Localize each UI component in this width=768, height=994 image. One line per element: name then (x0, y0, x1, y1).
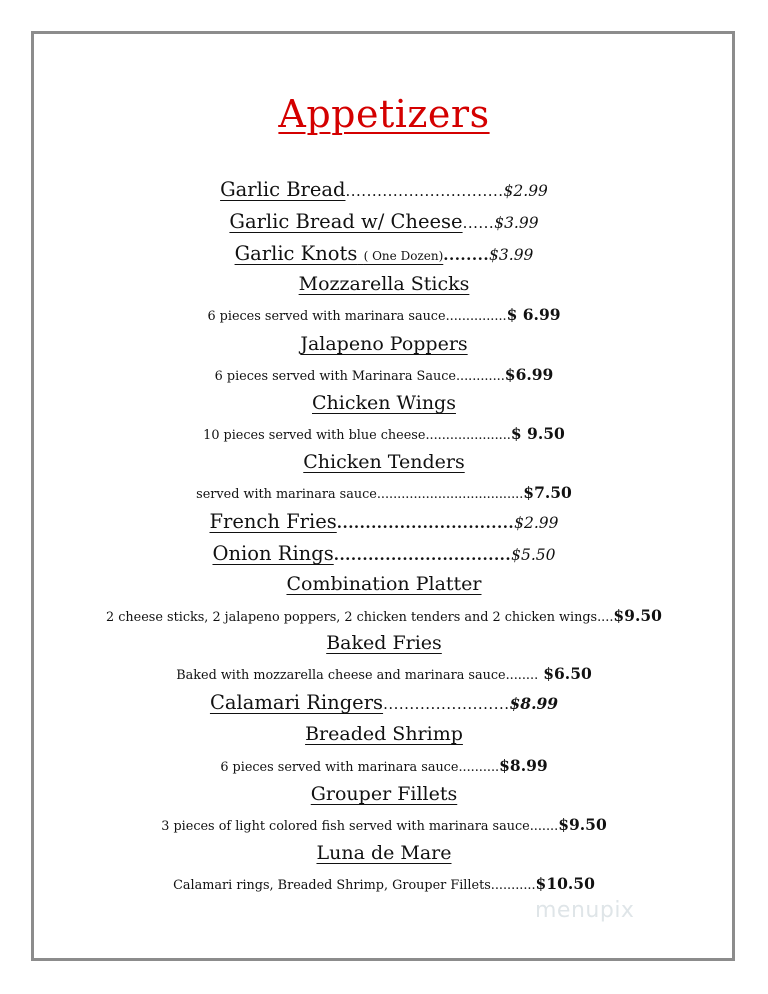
item-price: $5.50 (511, 546, 556, 564)
item-name: Luna de Mare (316, 842, 452, 864)
item-price: $8.99 (499, 756, 548, 775)
item-name: Garlic Bread (220, 178, 346, 201)
leader-dots: ....... (529, 819, 559, 834)
item-description-row (0, 483, 768, 502)
item-name: Calamari Ringers (209, 691, 384, 714)
leader-dots: ........................ (383, 695, 510, 713)
item-description: 2 cheese sticks, 2 jalapeno poppers, 2 chicken tenders and 2 chicken wings (106, 610, 598, 625)
leader-dots: ............... (445, 309, 507, 324)
item-description-row (0, 365, 768, 384)
leader-dots: ..................... (425, 428, 511, 443)
menu-item-breaded-shrimp (0, 723, 768, 745)
leader-dots: ........ (505, 668, 539, 683)
item-description-row (0, 815, 768, 834)
item-name: Mozzarella Sticks (298, 273, 470, 295)
leader-dots: .................................... (376, 487, 524, 502)
leader-dots: ............................... (336, 514, 515, 532)
item-description-row (0, 606, 768, 625)
item-description: 6 pieces served with Marinara Sauce (214, 369, 456, 384)
item-name: Onion Rings (212, 542, 334, 565)
item-name: Chicken Tenders (303, 451, 465, 473)
item-name: Breaded Shrimp (305, 723, 463, 745)
item-price: $6.99 (504, 365, 554, 384)
item-price: $ 9.50 (510, 424, 565, 443)
item-price: $6.50 (543, 664, 592, 683)
item-description-row (0, 756, 768, 775)
leader-dots: ............ (455, 369, 505, 384)
item-price: $7.50 (523, 483, 572, 502)
item-name: Grouper Fillets (310, 783, 458, 805)
item-description-row (0, 305, 768, 324)
leader-dots: .... (597, 610, 614, 625)
item-name: Baked Fries (326, 632, 442, 654)
item-description-row (0, 874, 768, 893)
item-price: $3.99 (489, 246, 534, 264)
item-price: $10.50 (535, 874, 595, 893)
menu-item-chicken-wings (0, 392, 768, 414)
menu-item-mozzarella-sticks (0, 273, 768, 295)
item-description: Baked with mozzarella cheese and marinara sauce (176, 668, 506, 683)
menu-title: Appetizers (278, 92, 490, 136)
leader-dots: ........... (490, 878, 536, 893)
leader-dots: ............................... (333, 546, 512, 564)
item-description-row (0, 664, 768, 683)
leader-dots: .............................. (345, 182, 504, 200)
item-name: Garlic Knots (234, 242, 358, 265)
item-price: $ 6.99 (506, 305, 561, 324)
menu-item-combination-platter (0, 573, 768, 595)
menu-item-garlic-bread (0, 178, 768, 201)
item-price: $9.50 (613, 606, 662, 625)
menu-item-calamari-ringers (0, 691, 768, 714)
menu-item-onion-rings (0, 542, 768, 565)
item-name: Garlic Bread w/ Cheese (229, 210, 463, 233)
item-name: French Fries (209, 510, 337, 533)
item-name: Combination Platter (286, 573, 482, 595)
menu-item-grouper-fillets (0, 783, 768, 805)
menu-item-french-fries (0, 510, 768, 533)
item-description: 6 pieces served with marinara sauce (220, 760, 459, 775)
item-note: ( One Dozen) (363, 249, 444, 263)
item-price: $2.99 (503, 182, 548, 200)
item-description: served with marinara sauce (196, 487, 377, 502)
item-name: Chicken Wings (312, 392, 456, 414)
item-description: Calamari rings, Breaded Shrimp, Grouper Fillets (173, 878, 491, 893)
menu-item-chicken-tenders (0, 451, 768, 473)
item-description: 10 pieces served with blue cheese (203, 428, 426, 443)
item-description: 3 pieces of light colored fish served with marinara sauce (161, 819, 530, 834)
watermark-logo: menupix (535, 898, 635, 923)
leader-dots: ...... (462, 214, 495, 232)
item-price: $8.99 (509, 694, 559, 713)
item-price: $2.99 (514, 514, 559, 532)
item-name: Jalapeno Poppers (300, 333, 468, 355)
menu-item-luna-de-mare (0, 842, 768, 864)
menu-item-baked-fries (0, 632, 768, 654)
item-price: $9.50 (558, 815, 607, 834)
item-description-row (0, 424, 768, 443)
leader-dots: .......... (458, 760, 500, 775)
menu-item-garlic-knots (0, 242, 768, 265)
menu-item-garlic-bread-cheese (0, 210, 768, 233)
item-price: $3.99 (494, 214, 539, 232)
item-description: 6 pieces served with marinara sauce (207, 309, 446, 324)
leader-dots: ........ (443, 246, 490, 264)
menu-item-jalapeno-poppers (0, 333, 768, 355)
